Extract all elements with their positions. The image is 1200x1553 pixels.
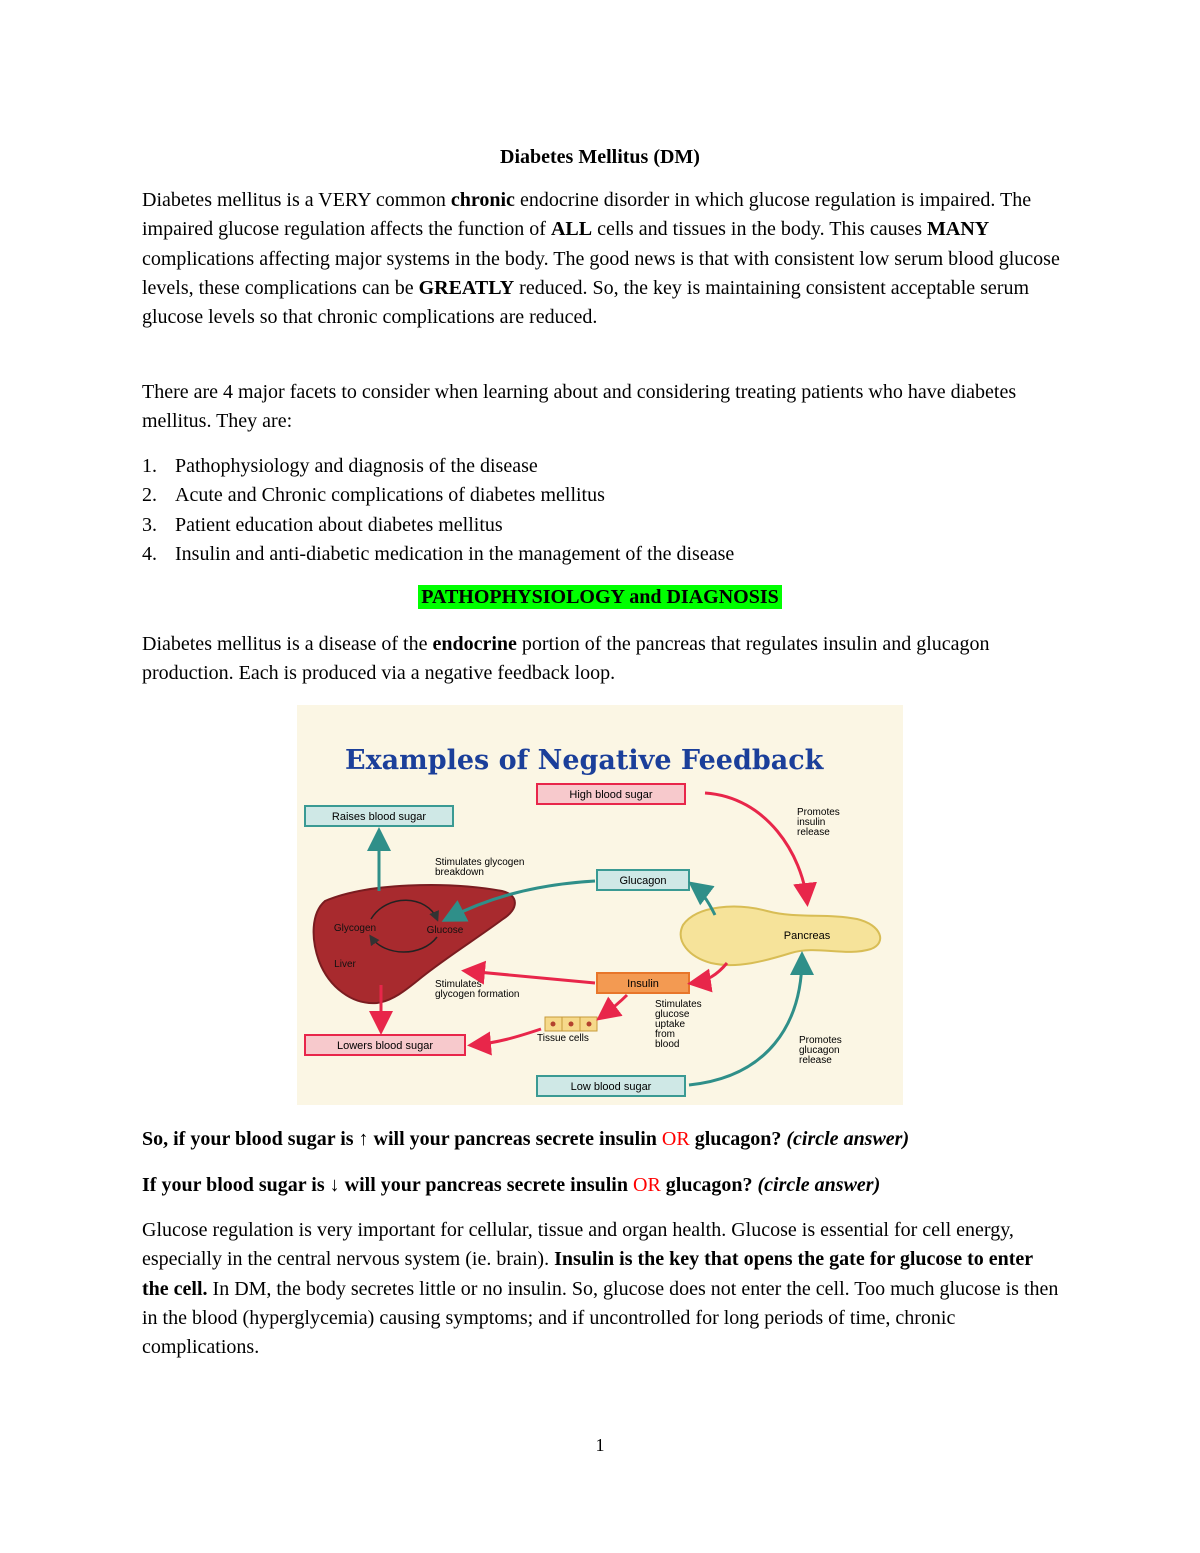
low-sugar-to-pancreas-arrow <box>689 957 802 1085</box>
list-number: 1. <box>142 455 157 477</box>
page-number: 1 <box>595 1435 605 1455</box>
glucose-label: Glucose <box>426 925 464 936</box>
list-text: Acute and Chronic complications of diabetes mellitus <box>175 484 605 507</box>
pancreas-label: Pancreas <box>783 930 831 942</box>
high-sugar-to-pancreas-arrow <box>705 793 807 901</box>
figure-title: Examples of Negative Feedback <box>345 745 824 776</box>
intro-paragraph <box>142 186 1062 332</box>
promotes-glucagon-label: Promotes glucagon release <box>799 1035 842 1066</box>
raises-blood-sugar-label: Raises blood sugar <box>331 811 427 823</box>
insulin-to-liver-arrow <box>467 971 595 983</box>
or-red-text: OR <box>661 1128 690 1150</box>
glucose-text: In DM, the body secretes little or no insulin. So, glucose does not enter the cell. Too much glucose is then in the blood (hyperglycemia) causing symptoms; and if uncontrolled for long periods of time, chronic complications. <box>142 1277 1059 1359</box>
question-high-sugar <box>142 1128 909 1151</box>
stimulates-breakdown-label: Stimulates glycogen breakdown <box>435 857 525 878</box>
intro-text: Diabetes mellitus is a VERY common <box>142 189 451 211</box>
intro-text: cells and tissues in the body. This causes <box>592 218 928 241</box>
negative-feedback-diagram <box>297 705 903 1105</box>
intro-text: reduced. So, the key is maintaining consistent acceptable serum glucose levels so that chronic complications are reduced. <box>142 276 1030 329</box>
list-item <box>142 481 1062 510</box>
intro-text: endocrine disorder in which glucose regulation is impaired. The impaired glucose regulation affects the function of <box>142 189 1032 241</box>
circle-answer-hint: (circle answer) <box>757 1174 881 1196</box>
document-title: Diabetes Mellitus (DM) <box>500 146 700 168</box>
promotes-insulin-label: Promotes insulin release <box>797 807 840 838</box>
liver-label: Liver <box>334 959 356 970</box>
question-text: So, if your blood sugar is ↑ will your pancreas secrete insulin <box>142 1128 662 1150</box>
stimulates-formation-label: Stimulates glycogen formation <box>435 979 520 1000</box>
stimulates-uptake-label: Stimulates glucose uptake from blood <box>655 999 702 1050</box>
bold-endocrine: endocrine <box>432 633 517 655</box>
tissue-cells-label: Tissue cells <box>537 1033 589 1044</box>
question-text: glucagon? <box>660 1174 758 1196</box>
high-blood-sugar-label: High blood sugar <box>569 789 653 801</box>
section-heading <box>0 586 1200 609</box>
endocrine-text: portion of the pancreas that regulates insulin and glucagon production. Each is produced via a negative feedback loop. <box>142 633 990 685</box>
facets-intro-paragraph: There are 4 major facets to consider when learning about and considering treating patients who have diabetes mellitus. They are: <box>142 381 1017 433</box>
or-red-text: OR <box>633 1174 661 1196</box>
list-text: Insulin and anti-diabetic medication in the management of the disease <box>175 542 735 565</box>
insulin-to-tissue-arrow <box>601 995 627 1017</box>
bold-insulin-key: Insulin is the key that opens the gate for glucose to enter the cell. <box>142 1248 1033 1300</box>
lowers-blood-sugar-label: Lowers blood sugar <box>336 1040 434 1052</box>
list-text: Patient education about diabetes mellitus <box>175 513 503 536</box>
pancreas-to-insulin-arrow <box>693 963 727 983</box>
tissue-cells-illustration <box>545 1017 597 1031</box>
bold-all: ALL <box>550 218 593 241</box>
insulin-label: Insulin <box>627 978 659 990</box>
list-text: Pathophysiology and diagnosis of the disease <box>175 455 538 477</box>
question-text: glucagon? <box>689 1128 787 1150</box>
tissue-to-lowers-arrow <box>473 1029 541 1045</box>
facets-list <box>142 452 1062 569</box>
low-blood-sugar-label: Low blood sugar <box>570 1081 652 1093</box>
list-number: 3. <box>142 513 157 536</box>
pancreas-illustration <box>681 907 880 965</box>
list-item <box>142 511 1062 540</box>
glucagon-label: Glucagon <box>619 875 667 887</box>
glucose-paragraph <box>142 1216 1062 1362</box>
endocrine-text: Diabetes mellitus is a disease of the <box>142 633 433 655</box>
glucose-text: Glucose regulation is very important for cellular, tissue and organ health. Glucose is essential for cell energy, especially in the central nervous system (ie. brain). <box>142 1219 1014 1271</box>
circle-answer-hint: (circle answer) <box>786 1128 910 1150</box>
bold-many: MANY <box>927 218 990 241</box>
list-item <box>142 452 1062 481</box>
list-number: 4. <box>142 542 157 565</box>
bold-greatly: GREATLY <box>418 276 515 299</box>
list-number: 2. <box>142 484 157 507</box>
question-text: If your blood sugar is ↓ will your pancreas secrete insulin <box>142 1174 633 1196</box>
negative-feedback-figure <box>297 705 903 1105</box>
glycogen-label: Glycogen <box>333 923 377 934</box>
section-heading-text: PATHOPHYSIOLOGY and DIAGNOSIS <box>418 585 781 609</box>
intro-text: complications affecting major systems in the body. The good news is that with consistent low serum blood glucose levels, these complications can be <box>142 247 1060 299</box>
endocrine-paragraph <box>142 630 1062 689</box>
bold-chronic: chronic <box>450 189 515 211</box>
question-low-sugar <box>142 1174 880 1197</box>
list-item <box>142 540 1062 569</box>
